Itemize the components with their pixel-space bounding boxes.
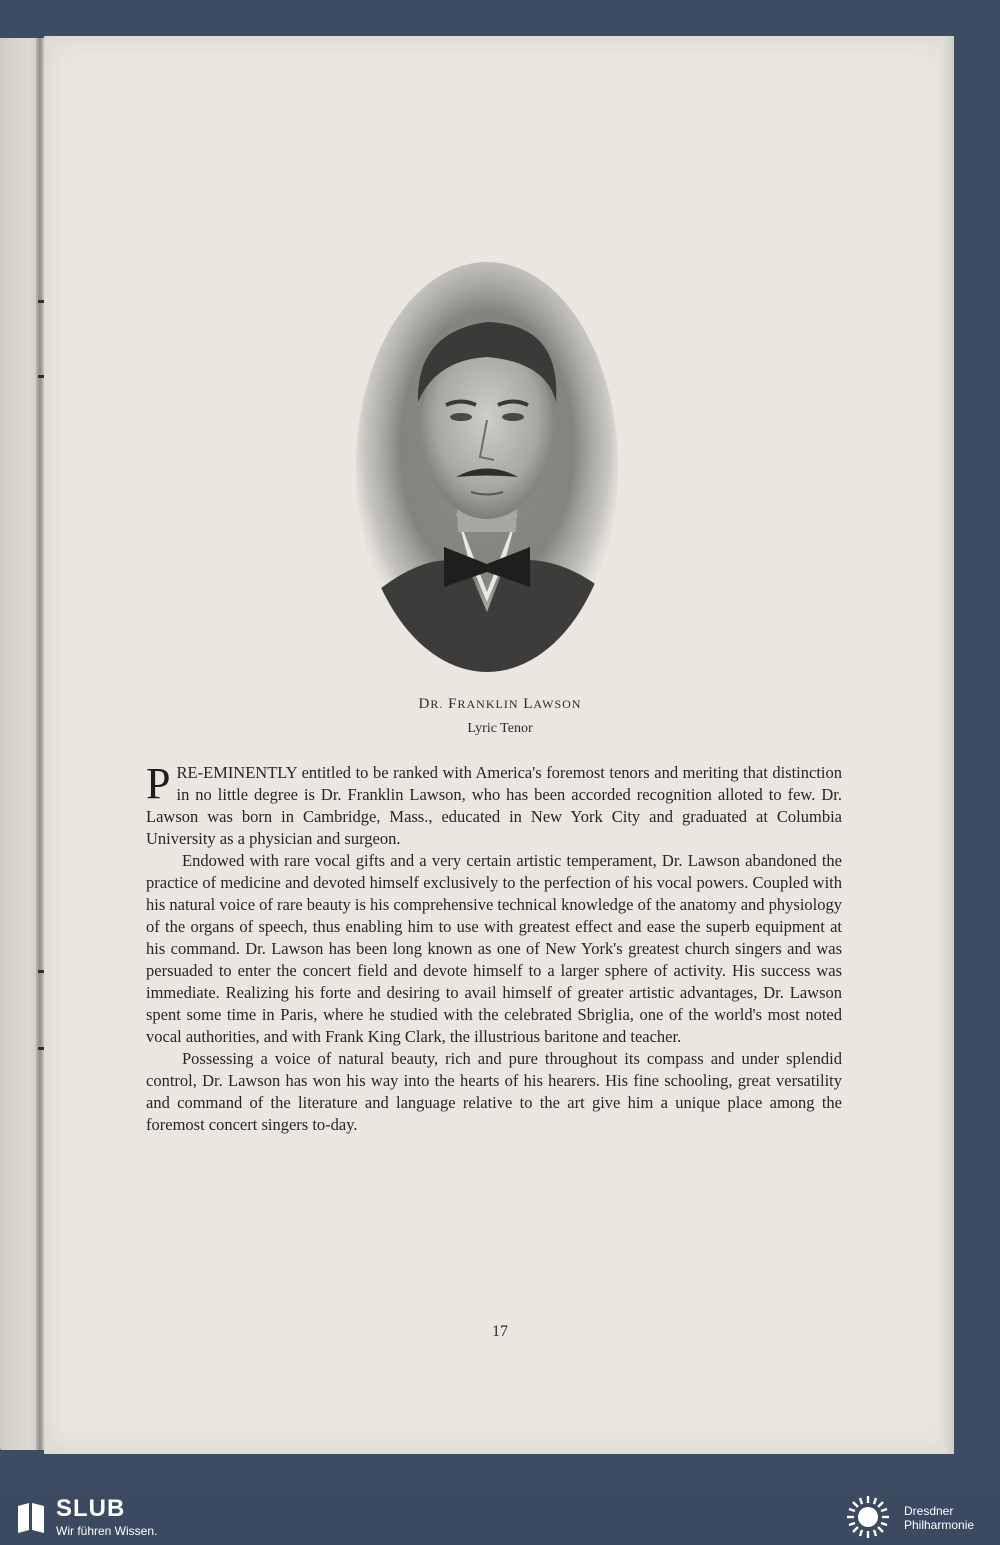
article-paragraph: Endowed with rare vocal gifts and a very certain artistic temperament, Dr. Lawson abandoned the practice of medicine and devoted himself exclusively to the perfection of his vocal powers. Coupled with his natural voice of rare beauty is his comprehensive technical knowledge of the anatomy and physiology of the organs of speech, thus enabling him to use with greatest effect and ease the superb equipment at his command. Dr. Lawson has been long known as one of New York's greatest church singers and was persuaded to enter the concert field and devote himself to a larger sphere of activity. His success was immediate. Realizing his forte and desiring to avail himself of greater artistic advantages, Dr. Lawson spent some time in Paris, where he studied with the celebrated Sbriglia, one of the world's most noted vocal authorities, and with Frank King Clark, the illustrious baritone and teacher.	[146, 851, 842, 1046]
drop-cap: P	[146, 759, 171, 808]
slub-tagline: Wir führen Wissen.	[56, 1524, 158, 1538]
book-spine	[36, 38, 44, 1450]
partner-line-2: Philharmonie	[904, 1518, 975, 1532]
article-body	[146, 759, 842, 1136]
caption-initial: F	[448, 696, 458, 712]
page-number: 17	[492, 1323, 508, 1340]
paragraph-text: RE-EMINENTLY entitled to be ranked with America's foremost tenors and meriting that distinction in no little degree is Dr. Franklin Lawson, who has been accorded recognition alloted to few. Dr. Lawson was born in Cambridge, Mass., educated in New York City and graduated at Columbia University as a physician and surgeon.	[146, 763, 842, 848]
portrait-caption-role: Lyric Tenor	[467, 721, 533, 736]
sun-icon[interactable]	[842, 1494, 894, 1545]
partner-line-1: Dresdner	[904, 1504, 954, 1518]
portrait-photo	[356, 262, 618, 672]
portrait-caption-name	[0, 696, 1000, 713]
partner-logo-text[interactable]	[904, 1504, 974, 1532]
page-edge-shadow	[940, 36, 954, 1454]
document-page	[44, 36, 954, 1454]
caption-smallcaps: R.	[430, 697, 444, 711]
caption-initial: L	[523, 696, 534, 712]
caption-smallcaps: RANKLIN	[457, 697, 519, 711]
caption-smallcaps: AWSON	[533, 697, 582, 711]
article-paragraph: Possessing a voice of natural beauty, rich and pure throughout its compass and under splendid control, Dr. Lawson has won his way into the hearts of his hearers. His fine schooling, great versatility and command of the literature and language relative to the art give him a unique place among the foremost concert singers to-day.	[146, 1049, 842, 1134]
article-paragraph	[146, 759, 842, 850]
caption-initial: D	[418, 696, 431, 712]
slub-logo[interactable]: SLUB	[56, 1495, 126, 1522]
book-icon[interactable]	[14, 1500, 48, 1539]
